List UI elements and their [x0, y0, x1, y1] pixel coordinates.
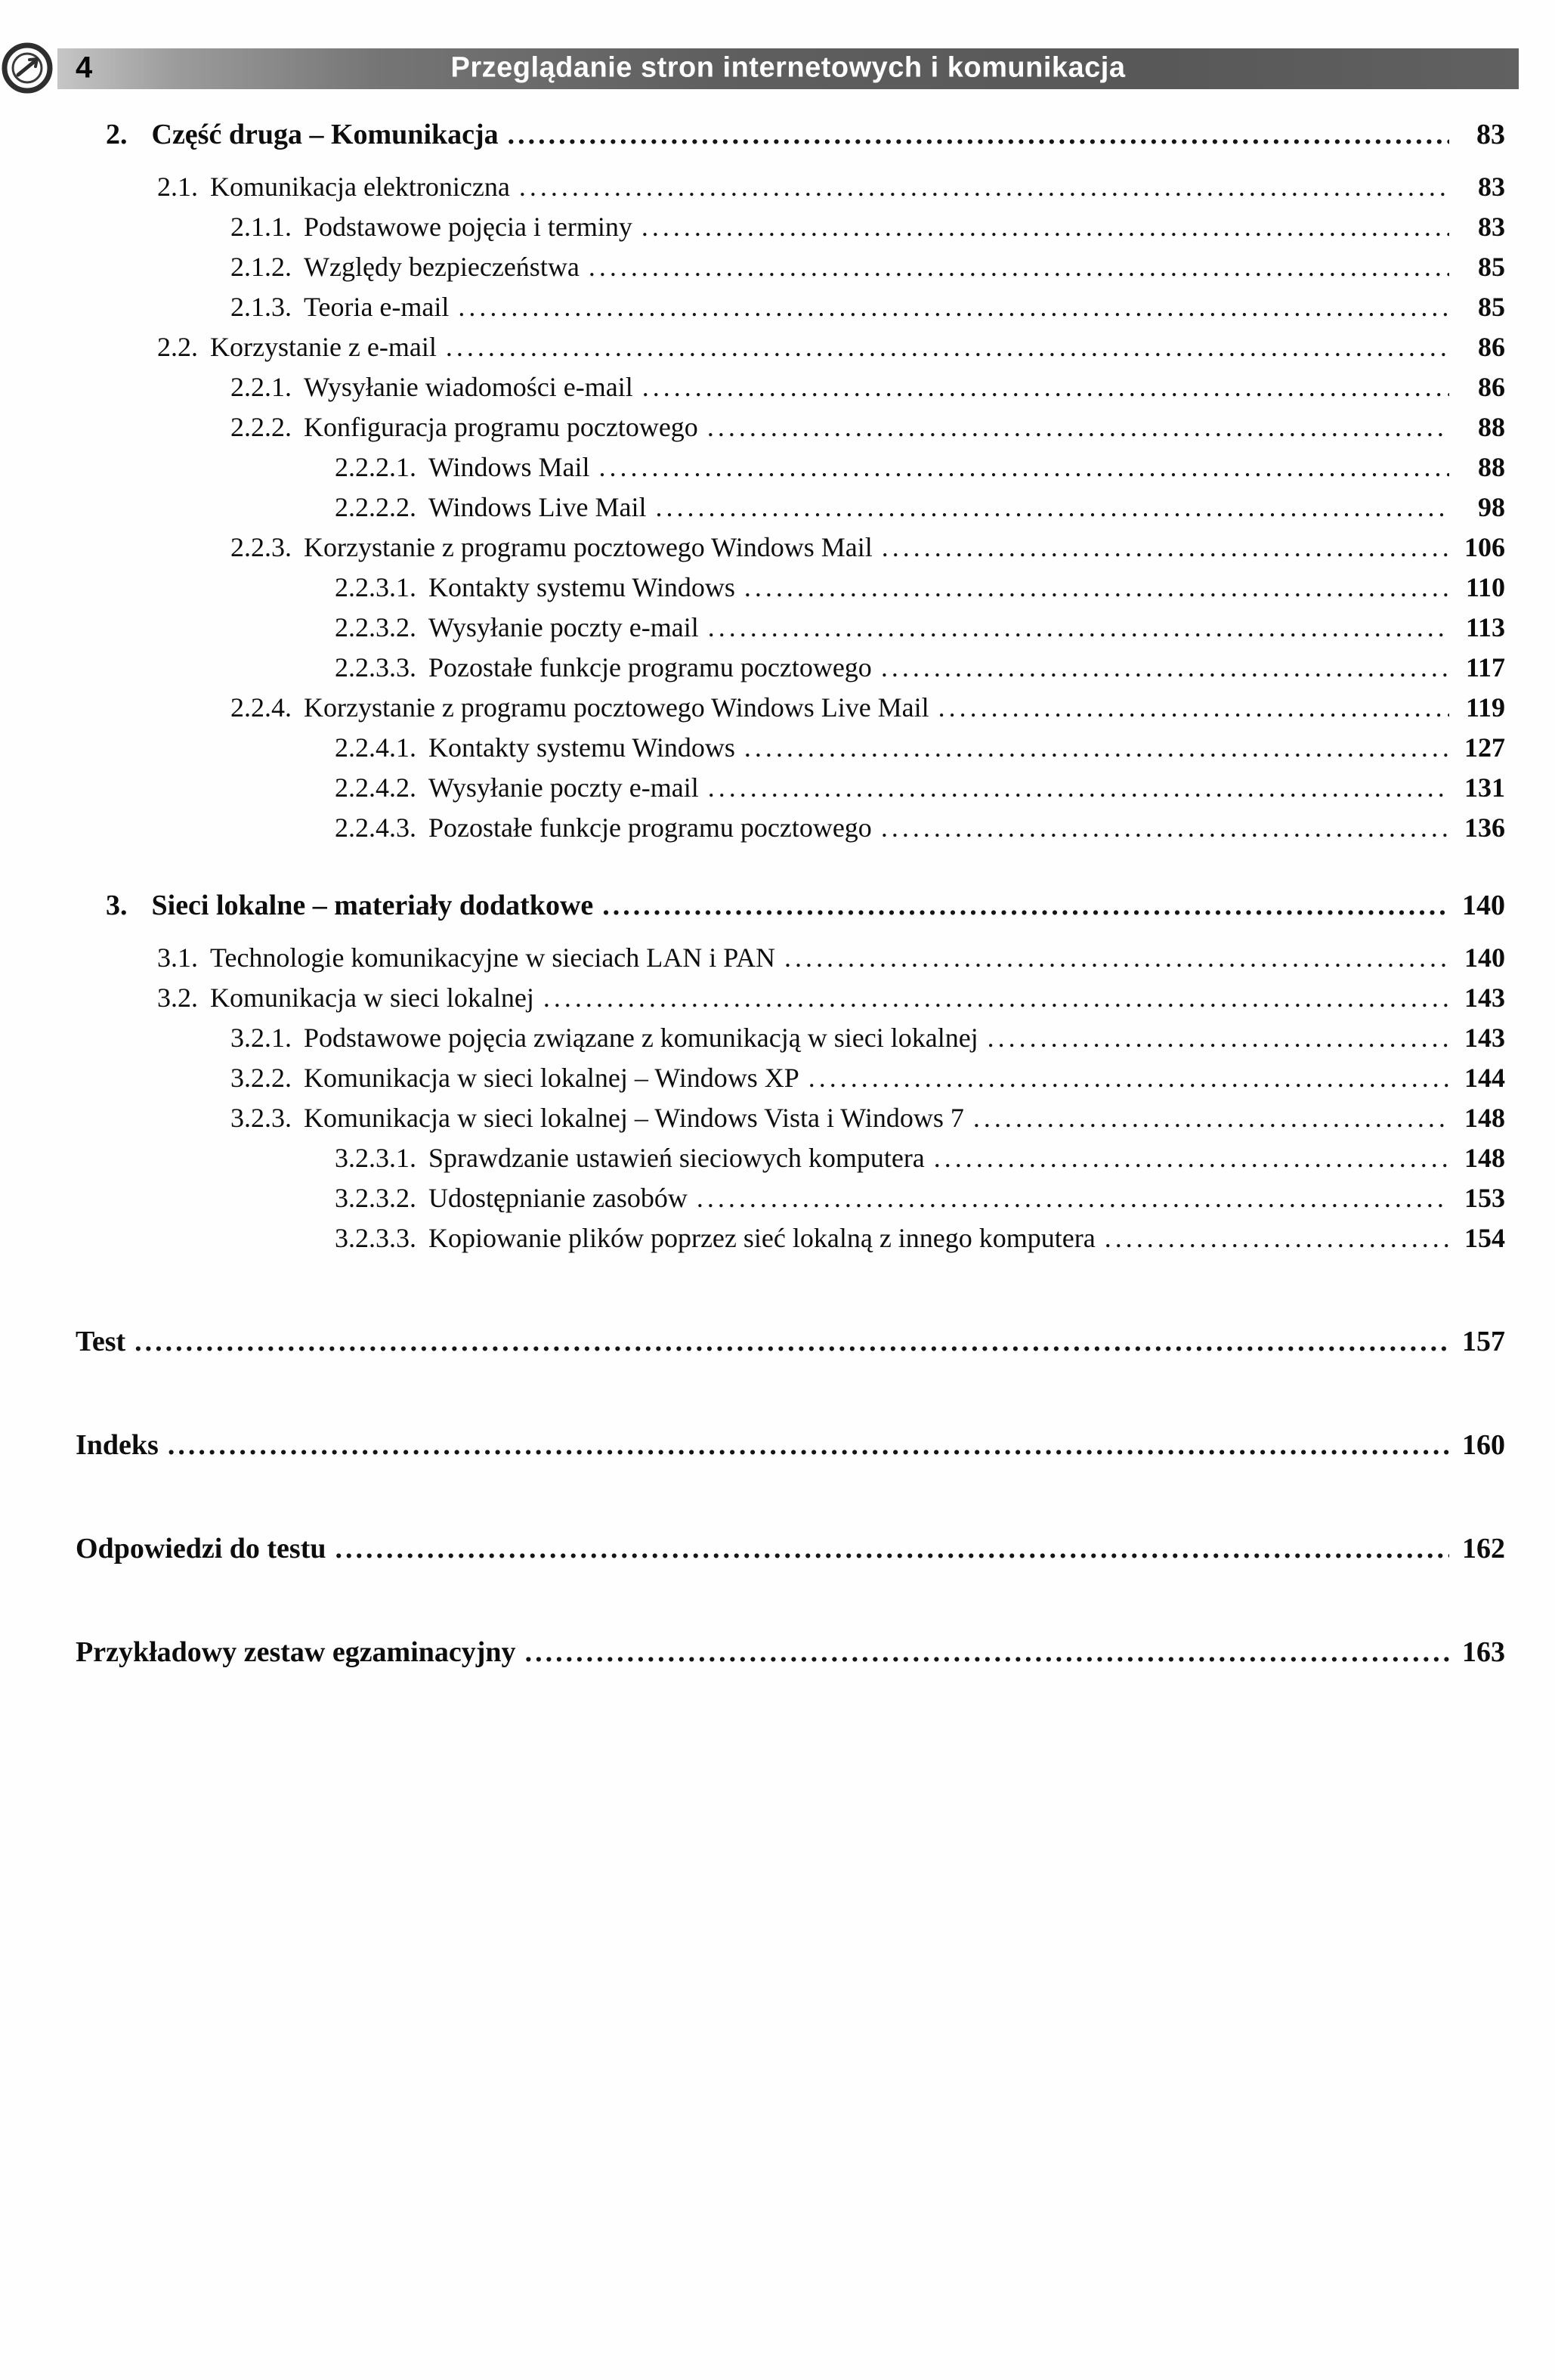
- toc-entry-page-number: 113: [1465, 612, 1505, 642]
- toc-dot-leader: [938, 688, 1449, 728]
- toc-entry-page-number: 140: [1462, 890, 1505, 921]
- toc-entry-title: Część druga – Komunikacja: [151, 119, 499, 150]
- toc-entry-title: Sieci lokalne – materiały dodatkowe: [151, 890, 594, 921]
- toc-entry-number: 2.1.3.: [230, 292, 292, 322]
- toc-dot-leader: [882, 528, 1449, 568]
- toc-dot-leader: [642, 367, 1449, 407]
- toc-entry-page-number: 163: [1462, 1636, 1505, 1668]
- toc-dot-leader: [697, 1178, 1449, 1218]
- toc-entry-number: 2.2.2.1.: [335, 452, 416, 482]
- toc-entry-number: 2.2.4.2.: [335, 772, 416, 803]
- toc-entry-number: 3.2.3.1.: [335, 1143, 416, 1173]
- toc-entry-title: Wysyłanie poczty e-mail: [428, 772, 699, 803]
- toc-entry-number: 2.2.4.1.: [335, 732, 416, 763]
- toc-row: [230, 287, 1505, 327]
- toc-dot-leader: [446, 327, 1449, 367]
- toc-entry-page-number: 143: [1464, 983, 1505, 1013]
- toc-dot-leader: [707, 407, 1449, 447]
- table-of-contents: [76, 115, 1505, 1673]
- toc-entry-title: Udostępnianie zasobów: [428, 1183, 688, 1213]
- toc-row: [230, 1098, 1505, 1138]
- toc-row: [335, 487, 1505, 528]
- toc-entry-title: Komunikacja w sieci lokalnej – Windows Vista i Windows 7: [304, 1103, 964, 1133]
- toc-entry-title: Podstawowe pojęcia i terminy: [304, 212, 632, 242]
- toc-entry-page-number: 127: [1464, 732, 1505, 763]
- toc-entry-title: Test: [76, 1326, 126, 1357]
- toc-entry-page-number: 85: [1478, 252, 1505, 282]
- toc-dot-leader: [589, 247, 1449, 287]
- toc-entry-page-number: 162: [1462, 1533, 1505, 1564]
- toc-row: [76, 1633, 1505, 1673]
- toc-row: [230, 688, 1505, 728]
- toc-row: [230, 367, 1505, 407]
- toc-entry-number: 2.2.4.: [230, 692, 292, 723]
- toc-entry-page-number: 85: [1478, 292, 1505, 322]
- toc-dot-leader: [599, 447, 1449, 487]
- toc-entry-page-number: 140: [1464, 942, 1505, 973]
- toc-entry-number: 3.1.: [157, 942, 198, 973]
- toc-entry-number: 2.: [106, 119, 128, 150]
- toc-row: [106, 886, 1505, 926]
- toc-row: [230, 207, 1505, 247]
- toc-dot-leader: [656, 487, 1449, 528]
- toc-entry-title: Komunikacja w sieci lokalnej – Windows XP: [304, 1063, 799, 1093]
- toc-entry-title: Sprawdzanie ustawień sieciowych komputera: [428, 1143, 925, 1173]
- toc-row: [157, 167, 1505, 207]
- toc-row: [335, 1138, 1505, 1178]
- toc-entry-page-number: 98: [1478, 492, 1505, 522]
- toc-row: [335, 568, 1505, 608]
- toc-entry-title: Windows Live Mail: [428, 492, 647, 522]
- toc-entry-number: 2.2.: [157, 332, 198, 362]
- toc-entry-page-number: 148: [1464, 1103, 1505, 1133]
- toc-entry-page-number: 86: [1478, 372, 1505, 402]
- toc-entry-page-number: 88: [1478, 452, 1505, 482]
- toc-entry-number: 2.1.2.: [230, 252, 292, 282]
- toc-entry-page-number: 136: [1464, 812, 1505, 843]
- toc-row: [335, 447, 1505, 487]
- toc-entry-page-number: 144: [1464, 1063, 1505, 1093]
- toc-entry-number: 3.2.3.3.: [335, 1223, 416, 1253]
- toc-entry-page-number: 119: [1465, 692, 1505, 723]
- toc-entry-page-number: 86: [1478, 332, 1505, 362]
- toc-entry-number: 2.2.3.3.: [335, 652, 416, 682]
- toc-entry-number: 3.2.1.: [230, 1023, 292, 1053]
- toc-entry-page-number: 83: [1478, 212, 1505, 242]
- toc-entry-title: Korzystanie z programu pocztowego Windows Mail: [304, 532, 873, 562]
- toc-entry-title: Kontakty systemu Windows: [428, 732, 735, 763]
- toc-entry-title: Kopiowanie plików poprzez sieć lokalną z innego komputera: [428, 1223, 1096, 1253]
- toc-dot-leader: [744, 728, 1449, 768]
- publisher-logo-icon: [0, 41, 54, 95]
- toc-entry-number: 2.2.3.1.: [335, 572, 416, 602]
- toc-entry-page-number: 110: [1465, 572, 1505, 602]
- toc-dot-leader: [1105, 1218, 1449, 1258]
- toc-entry-number: 3.2.3.: [230, 1103, 292, 1133]
- toc-entry-number: 2.2.4.3.: [335, 812, 416, 843]
- toc-dot-leader: [934, 1138, 1449, 1178]
- toc-dot-leader: [744, 568, 1449, 608]
- toc-entry-title: Kontakty systemu Windows: [428, 572, 735, 602]
- toc-dot-leader: [458, 287, 1449, 327]
- toc-dot-leader: [602, 886, 1449, 926]
- toc-row: [230, 407, 1505, 447]
- toc-dot-leader: [168, 1425, 1449, 1465]
- toc-entry-number: 2.1.1.: [230, 212, 292, 242]
- toc-entry-title: Komunikacja elektroniczna: [210, 172, 510, 202]
- toc-dot-leader: [988, 1018, 1449, 1058]
- toc-entry-number: 2.2.2.: [230, 412, 292, 442]
- header-title: Przeglądanie stron internetowych i komunikacja: [450, 51, 1126, 84]
- toc-entry-page-number: 160: [1462, 1429, 1505, 1461]
- page-header: [57, 48, 1519, 89]
- toc-entry-number: 3.2.: [157, 983, 198, 1013]
- toc-entry-number: 2.2.1.: [230, 372, 292, 402]
- toc-entry-title: Pozostałe funkcje programu pocztowego: [428, 812, 872, 843]
- toc-entry-page-number: 88: [1478, 412, 1505, 442]
- toc-row: [106, 115, 1505, 155]
- toc-row: [157, 327, 1505, 367]
- toc-entry-number: 3.: [106, 890, 128, 921]
- toc-row: [76, 1322, 1505, 1362]
- toc-dot-leader: [543, 978, 1449, 1018]
- toc-entry-number: 2.1.: [157, 172, 198, 202]
- toc-entry-number: 3.2.2.: [230, 1063, 292, 1093]
- toc-entry-page-number: 83: [1476, 119, 1505, 150]
- toc-row: [335, 1218, 1505, 1258]
- toc-entry-number: 2.2.3.: [230, 532, 292, 562]
- toc-entry-title: Względy bezpieczeństwa: [304, 252, 580, 282]
- toc-row: [157, 938, 1505, 978]
- toc-row: [335, 768, 1505, 808]
- toc-entry-page-number: 157: [1462, 1326, 1505, 1357]
- toc-entry-title: Przykładowy zestaw egzaminacyjny: [76, 1636, 516, 1668]
- page-number: 4: [76, 51, 93, 85]
- toc-dot-leader: [708, 608, 1449, 648]
- toc-entry-title: Wysyłanie wiadomości e-mail: [304, 372, 633, 402]
- toc-entry-page-number: 131: [1464, 772, 1505, 803]
- toc-dot-leader: [708, 768, 1449, 808]
- toc-row: [335, 648, 1505, 688]
- toc-row: [335, 808, 1505, 848]
- toc-entry-title: Technologie komunikacyjne w sieciach LAN i PAN: [210, 942, 775, 973]
- toc-entry-page-number: 154: [1464, 1223, 1505, 1253]
- toc-row: [157, 978, 1505, 1018]
- toc-entry-page-number: 106: [1464, 532, 1505, 562]
- toc-dot-leader: [881, 648, 1449, 688]
- toc-row: [335, 608, 1505, 648]
- toc-entry-title: Wysyłanie poczty e-mail: [428, 612, 699, 642]
- toc-row: [335, 728, 1505, 768]
- toc-entry-page-number: 148: [1464, 1143, 1505, 1173]
- toc-entry-page-number: 117: [1465, 652, 1505, 682]
- toc-dot-leader: [508, 115, 1449, 155]
- toc-entry-title: Pozostałe funkcje programu pocztowego: [428, 652, 872, 682]
- toc-entry-title: Korzystanie z e-mail: [210, 332, 437, 362]
- toc-entry-title: Konfiguracja programu pocztowego: [304, 412, 698, 442]
- toc-entry-page-number: 83: [1478, 172, 1505, 202]
- toc-entry-title: Odpowiedzi do testu: [76, 1533, 326, 1564]
- toc-dot-leader: [784, 938, 1449, 978]
- toc-entry-title: Podstawowe pojęcia związane z komunikacją w sieci lokalnej: [304, 1023, 978, 1053]
- toc-entry-number: 2.2.2.2.: [335, 492, 416, 522]
- toc-dot-leader: [641, 207, 1449, 247]
- toc-entry-title: Teoria e-mail: [304, 292, 450, 322]
- toc-row: [230, 1058, 1505, 1098]
- toc-dot-leader: [973, 1098, 1449, 1138]
- toc-entry-page-number: 153: [1464, 1183, 1505, 1213]
- toc-entry-number: 3.2.3.2.: [335, 1183, 416, 1213]
- toc-dot-leader: [881, 808, 1449, 848]
- toc-entry-page-number: 143: [1464, 1023, 1505, 1053]
- toc-dot-leader: [525, 1633, 1449, 1673]
- toc-entry-title: Indeks: [76, 1429, 159, 1461]
- toc-dot-leader: [335, 1529, 1449, 1569]
- toc-row: [76, 1425, 1505, 1465]
- toc-entry-title: Komunikacja w sieci lokalnej: [210, 983, 534, 1013]
- toc-row: [230, 528, 1505, 568]
- toc-row: [76, 1529, 1505, 1569]
- toc-dot-leader: [808, 1058, 1449, 1098]
- toc-row: [230, 247, 1505, 287]
- toc-entry-title: Korzystanie z programu pocztowego Windows Live Mail: [304, 692, 929, 723]
- toc-row: [335, 1178, 1505, 1218]
- toc-entry-title: Windows Mail: [428, 452, 590, 482]
- toc-dot-leader: [134, 1322, 1449, 1362]
- toc-row: [230, 1018, 1505, 1058]
- toc-dot-leader: [519, 167, 1449, 207]
- toc-entry-number: 2.2.3.2.: [335, 612, 416, 642]
